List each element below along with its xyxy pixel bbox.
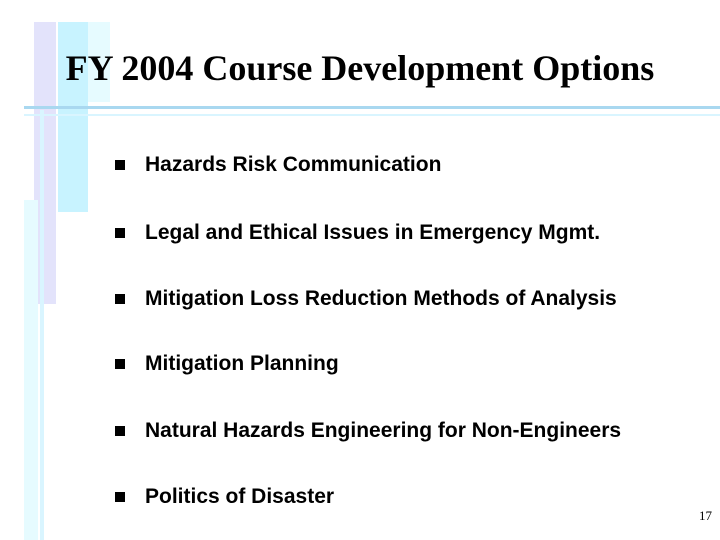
page-number: 17 [699,508,712,523]
bullet-item [115,284,617,314]
square-bullet-icon [115,160,125,170]
bullet-text: Legal and Ethical Issues in Emergency Mgmt. [145,221,601,244]
square-bullet-icon [115,359,125,369]
bullet-item [115,416,621,446]
bullet-item [115,349,339,379]
bullet-item [115,482,334,512]
square-bullet-icon [115,426,125,436]
bullet-text: Politics of Disaster [145,485,335,508]
bullet-text: Natural Hazards Engineering for Non-Engineers [145,419,622,442]
square-bullet-icon [115,294,125,304]
slide-title: FY 2004 Course Development Options [65,48,655,88]
bullet-text: Mitigation Planning [145,352,339,375]
square-bullet-icon [115,228,125,238]
bullet-text: Hazards Risk Communication [145,153,442,176]
bullet-item [115,150,441,180]
bullet-item [115,218,600,248]
bullet-text: Mitigation Loss Reduction Methods of Analysis [145,287,617,310]
square-bullet-icon [115,492,125,502]
